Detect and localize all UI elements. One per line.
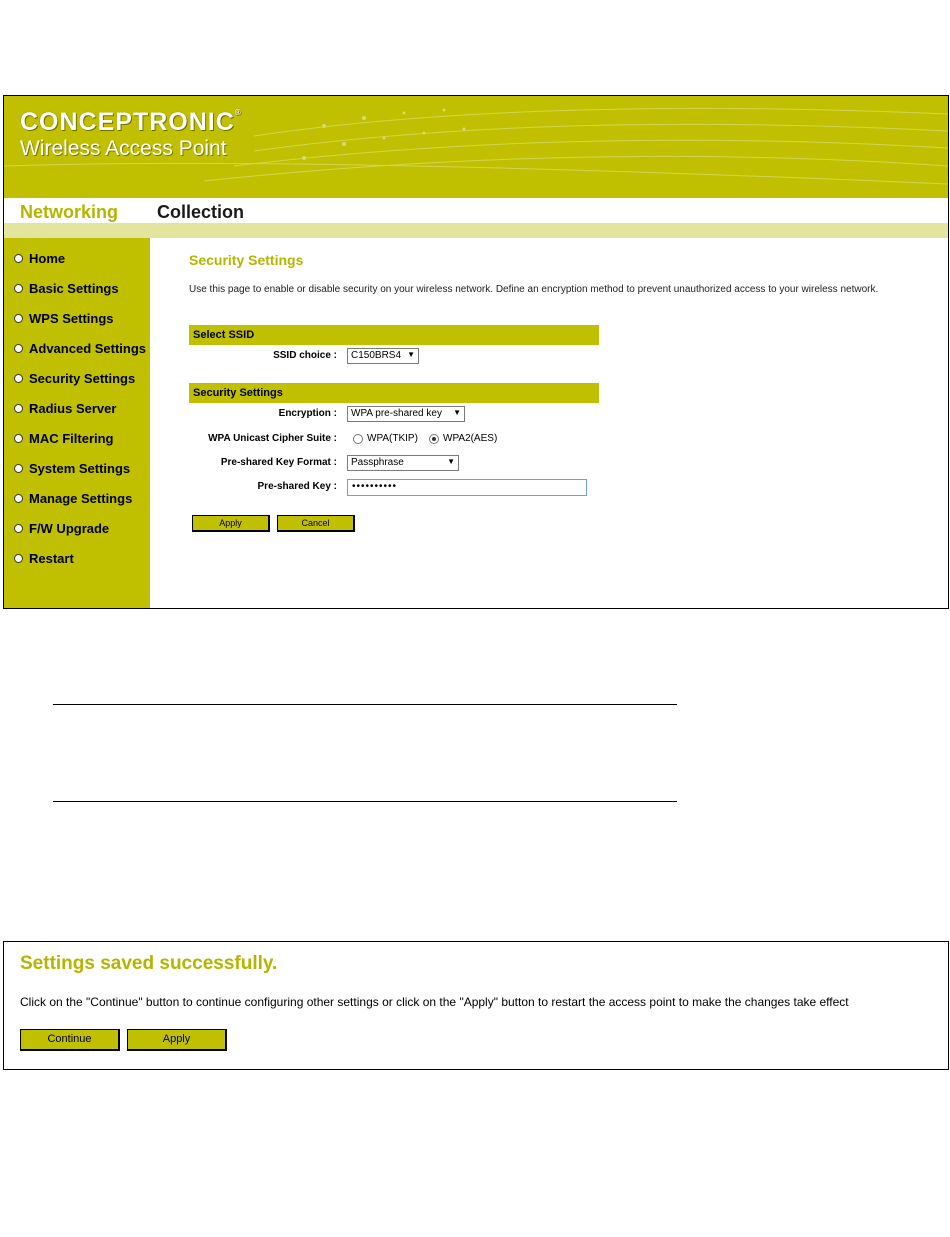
main-content <box>150 238 948 608</box>
sidebar-item-mac-filtering[interactable]: MAC Filtering <box>14 428 114 448</box>
sidebar-item-advanced-settings[interactable]: Advanced Settings <box>14 338 146 358</box>
apply-button[interactable]: Apply <box>192 515 270 532</box>
continue-button[interactable]: Continue <box>20 1029 120 1051</box>
sidebar-item-wps-settings[interactable]: WPS Settings <box>14 308 114 328</box>
sidebar-item-security-settings[interactable]: Security Settings <box>14 368 135 388</box>
sidebar-item-restart[interactable]: Restart <box>14 548 74 568</box>
dropdown-arrow-icon: ▼ <box>407 350 415 359</box>
bullet-icon <box>14 374 23 383</box>
success-message: Click on the "Continue" button to continue configuring other settings or click on the "Apply" button to restart the access point to make the changes take effect <box>20 995 849 1009</box>
pre-shared-key-input[interactable]: •••••••••• <box>347 479 587 496</box>
sidebar-item-fw-upgrade[interactable]: F/W Upgrade <box>14 518 109 538</box>
bullet-icon <box>14 434 23 443</box>
radio-checked-icon <box>429 434 439 444</box>
sidebar-item-home[interactable]: Home <box>14 248 65 268</box>
success-title: Settings saved successfully. <box>20 953 278 974</box>
bullet-icon <box>14 554 23 563</box>
bullet-icon <box>14 314 23 323</box>
header-strip <box>4 223 948 238</box>
header-banner <box>4 96 948 198</box>
ssid-choice-select[interactable]: C150BRS4 ▼ <box>347 348 419 364</box>
cancel-button[interactable]: Cancel <box>277 515 355 532</box>
key-format-select[interactable]: Passphrase ▼ <box>347 455 459 471</box>
cipher-aes-radio[interactable]: WPA2(AES) <box>429 433 497 444</box>
page-description: Use this page to enable or disable security on your wireless network. Define an encryption method to prevent unauthorized access to your wireless network. <box>189 284 879 295</box>
apply-restart-button[interactable]: Apply <box>127 1029 227 1051</box>
bullet-icon <box>14 284 23 293</box>
sidebar <box>4 238 150 608</box>
cipher-suite-label: WPA Unicast Cipher Suite : <box>208 433 337 444</box>
encryption-label: Encryption : <box>278 408 337 419</box>
settings-saved-panel <box>3 941 949 1070</box>
divider-line <box>53 801 677 802</box>
bullet-icon <box>14 344 23 353</box>
sidebar-item-basic-settings[interactable]: Basic Settings <box>14 278 119 298</box>
pre-shared-key-label: Pre-shared Key : <box>257 481 337 492</box>
router-screenshot <box>3 95 949 609</box>
bullet-icon <box>14 464 23 473</box>
dropdown-arrow-icon: ▼ <box>453 408 461 417</box>
divider-line <box>53 704 677 705</box>
encryption-select[interactable]: WPA pre-shared key ▼ <box>347 406 465 422</box>
collection-word-networking: Networking <box>20 202 119 222</box>
brand-logo: CONCEPTRONIC® <box>20 108 242 136</box>
bullet-icon <box>14 494 23 503</box>
cipher-tkip-radio[interactable]: WPA(TKIP) <box>353 433 418 444</box>
page-title: Security Settings <box>189 252 304 268</box>
bullet-icon <box>14 524 23 533</box>
sidebar-item-radius-server[interactable]: Radius Server <box>14 398 116 418</box>
security-settings-header: Security Settings <box>189 383 599 403</box>
dropdown-arrow-icon: ▼ <box>447 457 455 466</box>
select-ssid-header: Select SSID <box>189 325 599 345</box>
key-format-label: Pre-shared Key Format : <box>220 457 337 468</box>
collection-word-collection: Collection <box>157 202 245 222</box>
radio-unchecked-icon <box>353 434 363 444</box>
sidebar-item-manage-settings[interactable]: Manage Settings <box>14 488 132 508</box>
ssid-choice-label: SSID choice : <box>273 350 337 361</box>
collection-bar <box>4 198 948 223</box>
sidebar-item-system-settings[interactable]: System Settings <box>14 458 130 478</box>
bullet-icon <box>14 254 23 263</box>
bullet-icon <box>14 404 23 413</box>
product-name: Wireless Access Point <box>20 137 227 160</box>
